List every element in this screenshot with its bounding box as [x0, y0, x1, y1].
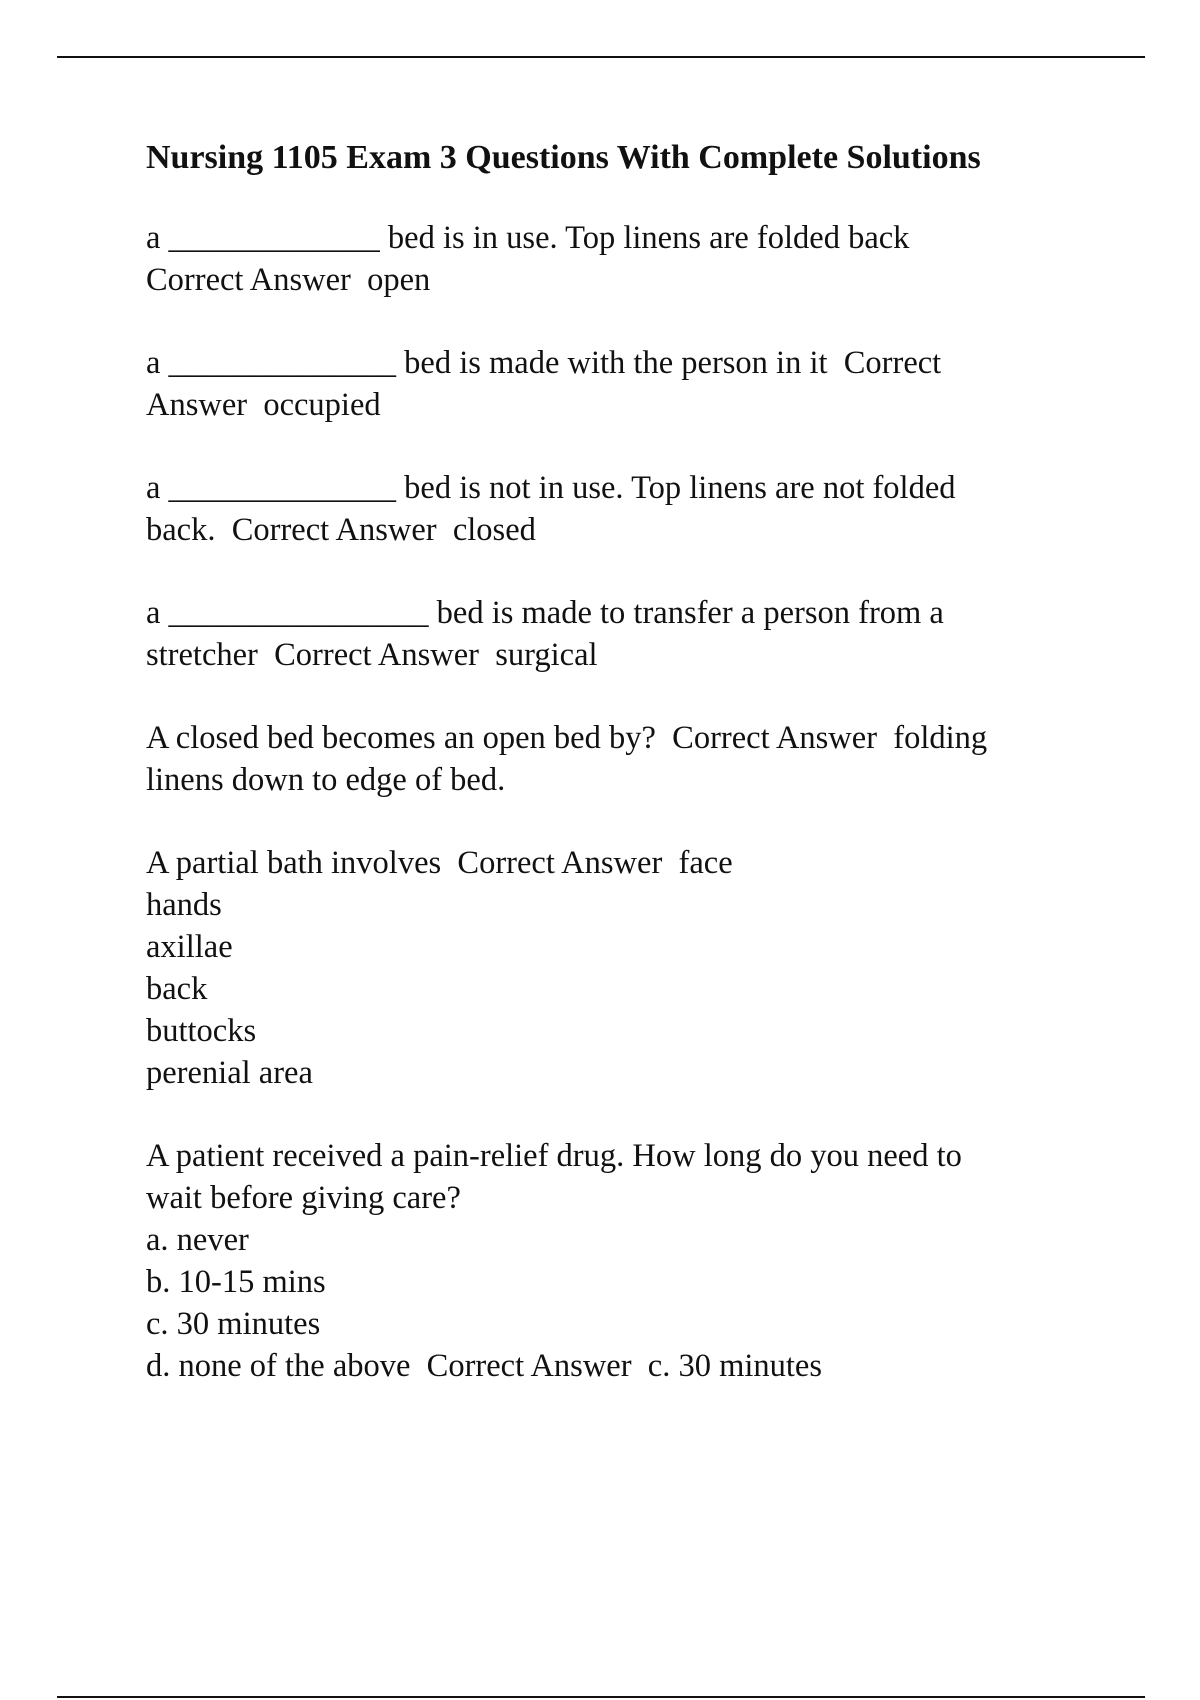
qa-item — [146, 217, 1106, 301]
qa-line: hands — [146, 886, 222, 923]
qa-line: d. none of the above Correct Answer c. 30 minutes — [146, 1347, 823, 1384]
qa-item — [146, 342, 1106, 426]
qa-line: a ______________ bed is not in use. Top linens are not folded — [146, 469, 956, 506]
qa-line: linens down to edge of bed. — [146, 761, 506, 798]
qa-item — [146, 842, 1106, 1094]
qa-line: axillae — [146, 928, 233, 965]
qa-line: buttocks — [146, 1012, 257, 1049]
qa-line: a _____________ bed is in use. Top linens are folded back — [146, 219, 910, 256]
qa-item — [146, 592, 1106, 676]
top-rule — [57, 56, 1145, 58]
qa-line: a ________________ bed is made to transfer a person from a — [146, 594, 944, 631]
qa-line: back — [146, 970, 208, 1007]
qa-line: c. 30 minutes — [146, 1305, 321, 1342]
qa-item — [146, 1135, 1106, 1387]
qa-line: A patient received a pain-relief drug. How long do you need to — [146, 1137, 962, 1174]
qa-line: wait before giving care? — [146, 1179, 461, 1216]
qa-line: perenial area — [146, 1054, 313, 1091]
qa-line: b. 10-15 mins — [146, 1263, 326, 1300]
qa-line: A closed bed becomes an open bed by? Correct Answer folding — [146, 719, 988, 756]
qa-line: A partial bath involves Correct Answer face — [146, 844, 733, 881]
qa-item — [146, 717, 1106, 801]
page-title: Nursing 1105 Exam 3 Questions With Complete Solutions — [146, 139, 981, 176]
qa-line: a. never — [146, 1221, 249, 1258]
qa-line: back. Correct Answer closed — [146, 511, 536, 548]
bottom-rule — [57, 1696, 1145, 1698]
qa-item — [146, 467, 1106, 551]
qa-line: Answer occupied — [146, 386, 381, 423]
qa-line: stretcher Correct Answer surgical — [146, 636, 598, 673]
document-body — [146, 138, 1106, 1428]
qa-line: Correct Answer open — [146, 261, 431, 298]
qa-line: a ______________ bed is made with the person in it Correct — [146, 344, 942, 381]
